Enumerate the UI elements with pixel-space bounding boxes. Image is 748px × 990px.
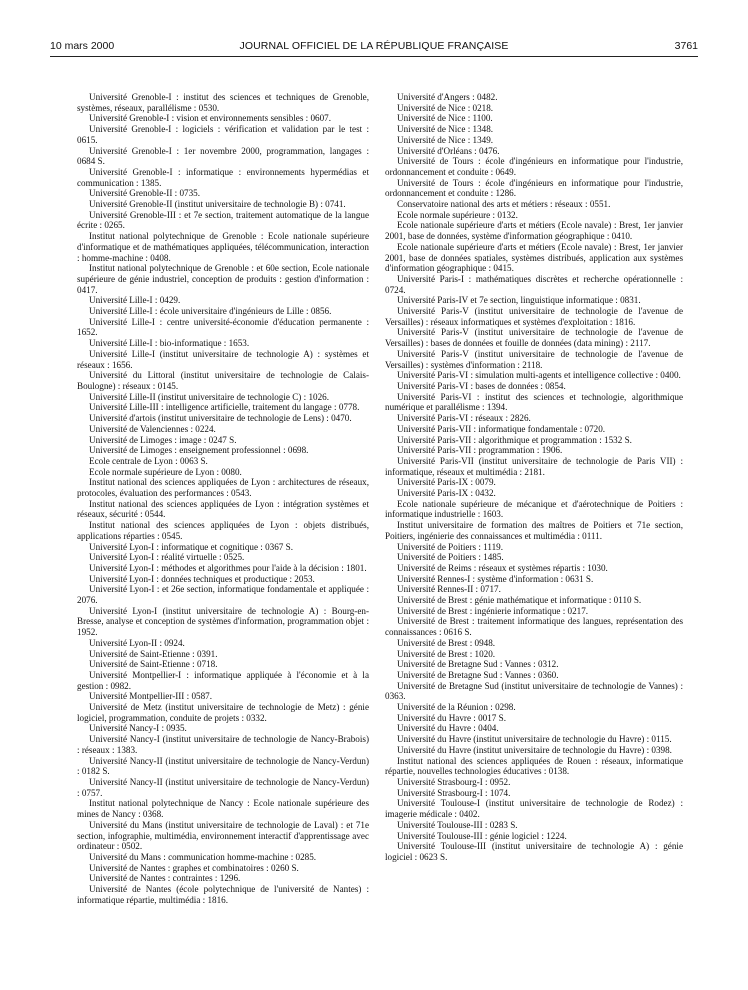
list-item: Université de Limoges : enseignement professionnel : 0698. — [89, 445, 309, 456]
list-item: Institut national des sciences appliquées de Lyon : objets distribués, applications réparties : 0545. — [77, 520, 369, 541]
list-item: Conservatoire national des arts et métiers : réseaux : 0551. — [397, 199, 611, 210]
list-item: Université Nancy-II (institut universitaire de technologie de Nancy-Verdun) : 0182 S. — [77, 755, 369, 777]
list-item: Université Paris-V (institut universitaire de technologie de l'avenue de Versailles) : réseaux informatiques et systèmes d'exploitation : 1816. — [385, 306, 683, 327]
list-item: Université d'Angers : 0482. — [397, 92, 498, 102]
list-item: Université Rennes-I : système d'information : 0631 S. — [397, 573, 594, 584]
list-item: Université Lille-I : 0429. — [89, 295, 181, 306]
list-item: Université du Havre : 0017 S. — [397, 712, 506, 723]
list-item: Université de Brest : traitement informatique des langues, représentation des connaissances : 0616 S. — [385, 616, 683, 638]
page-header — [50, 40, 698, 54]
list-item: Université Lille-I : bio-informatique : 1653. — [89, 338, 250, 349]
list-item: Ecole centrale de Lyon : 0063 S. — [89, 455, 208, 466]
list-item: Institut national polytechnique de Grenoble : Ecole nationale supérieure d'informatique et de mathématiques appliquées, télécommunication, interaction : homme-machine : 0408. — [77, 231, 369, 263]
list-item: Université Grenoble-II : 0735. — [89, 188, 200, 199]
list-item: Université Lille-I (institut universitaire de technologie A) : systèmes et réseaux : 1656. — [77, 348, 369, 370]
page-number: 3761 — [674, 40, 698, 52]
list-item: Université d'Orléans : 0476. — [397, 145, 500, 156]
list-item: Université de Nantes : graphes et combinatoires : 0260 S. — [89, 862, 299, 873]
list-item: Université Montpellier-I : informatique appliquée à l'économie et à la gestion : 0982. — [77, 669, 369, 691]
list-item: Université de Brest : ingénierie informatique : 0217. — [397, 605, 589, 616]
list-item: Ecole nationale supérieure d'arts et métiers (Ecole navale) : Brest, 1er janvier 2001, base de données, système d'information géographique : 0410. — [385, 220, 683, 242]
list-item: Université Toulouse-III : 0283 S. — [397, 819, 518, 830]
list-item: Université de Valenciennes : 0224. — [89, 423, 216, 434]
list-item: Université Lille-II (institut universitaire de technologie C) : 1026. — [89, 391, 329, 402]
list-item: Université Grenoble-I : institut des sciences et techniques de Grenoble, systèmes, réseaux, parallélisme : 0530. — [77, 92, 369, 113]
list-item: Ecole normale supérieure de Lyon : 0080. — [89, 466, 242, 477]
list-item: Ecole nationale supérieure de mécanique et d'aérotechnique de Poitiers : informatique industrielle : 1603. — [385, 498, 683, 520]
list-item: Université Paris-VI : institut des sciences et technologie, algorithmique numérique et parallélisme : 1394. — [385, 391, 683, 413]
list-item: Université Toulouse-III (institut universitaire de technologie A) : génie logiciel : 0623 S. — [385, 841, 683, 862]
list-item: Université Grenoble-I : vision et environnements sensibles : 0607. — [89, 113, 332, 124]
list-item: Institut national polytechnique de Grenoble : et 60e section, Ecole nationale supérieure de génie industriel, conception de produits : gestion d'information : 0417. — [77, 263, 369, 295]
list-item: Université Grenoble-I : logiciels : vérification et validation par le test : 0615. — [77, 124, 369, 145]
list-item: Université Paris-VII : programmation : 1906. — [397, 445, 563, 456]
list-item: Institut national des sciences appliquées de Lyon : intégration systèmes et réseaux, sécurité : 0544. — [77, 498, 369, 520]
list-item: Université de Bretagne Sud : Vannes : 0360. — [397, 669, 559, 680]
list-item: Université Strasbourg-I : 1074. — [397, 787, 511, 798]
list-item: Université de Poitiers : 1485. — [397, 552, 504, 563]
list-item: Université Paris-V (institut universitaire de technologie de l'avenue de Versailles) : systèmes d'information : 2118. — [385, 348, 683, 370]
issue-date: 10 mars 2000 — [50, 40, 115, 52]
list-item: Université Nancy-I (institut universitaire de technologie de Nancy-Brabois) : réseaux : 1383. — [77, 734, 369, 755]
list-item: Université de Reims : réseaux et systèmes répartis : 1030. — [397, 562, 608, 573]
list-item: Université Grenoble-I : informatique : environnements hypermédias et communication : 1385. — [77, 166, 369, 188]
list-item: Université Lyon-I : réalité virtuelle : 0525. — [89, 552, 245, 563]
list-item: Université d'artois (institut universitaire de technologie de Lens) : 0470. — [89, 413, 352, 424]
list-item: Université de Tours : école d'ingénieurs en informatique pour l'industrie, ordonnancement et conduite : 1286. — [385, 177, 683, 199]
list-item: Université de Poitiers : 1119. — [397, 541, 504, 552]
list-item: Université de Tours : école d'ingénieurs en informatique pour l'industrie, ordonnancement et conduite : 0649. — [385, 156, 683, 177]
list-item: Institut national des sciences appliquées de Lyon : architectures de réseaux, protocoles, évaluation des performances : 0543. — [77, 477, 369, 499]
list-item: Université Lille-III : intelligence artificielle, traitement du langage : 0778. — [89, 402, 360, 413]
list-item: Université de Nantes : contraintes : 1296. — [89, 873, 241, 884]
list-item: Institut universitaire de formation des maîtres de Poitiers et 71e section, Poitiers, ingénierie des connaissances et multimédia : 0111. — [385, 520, 683, 541]
list-item: Université Lyon-I : méthodes et algorithmes pour l'aide à la décision : 1801. — [89, 562, 367, 573]
list-item: Université de Brest : 0948. — [397, 637, 496, 648]
list-item: Université de Bretagne Sud : Vannes : 0312. — [397, 659, 559, 670]
list-item: Institut national des sciences appliquées de Rouen : réseaux, informatique répartie, nouvelles technologies éducatives : 0138. — [385, 755, 683, 777]
list-item: Université du Havre (institut universitaire de technologie du Havre) : 0398. — [397, 744, 672, 755]
journal-title: JOURNAL OFFICIEL DE LA RÉPUBLIQUE FRANÇAISE — [239, 40, 509, 52]
list-item: Université Lyon-I : données techniques et productique : 2053. — [89, 573, 315, 584]
list-item: Université du Havre : 0404. — [397, 723, 499, 734]
list-item: Université de Saint-Etienne : 0718. — [89, 659, 218, 670]
list-item: Université de Saint-Etienne : 0391. — [89, 648, 218, 659]
list-item: Université de Brest : génie mathématique et informatique : 0110 S. — [397, 595, 642, 606]
list-item: Ecole nationale supérieure d'arts et métiers (Ecole navale) : Brest, 1er janvier 2001, base de données spatiales, systèmes distribués, application aux systèmes d'information géographique : 0415. — [385, 241, 683, 274]
list-item: Université de Limoges : image : 0247 S. — [89, 434, 237, 445]
list-item: Université de Nice : 0218. — [397, 102, 494, 113]
header-rule — [50, 56, 698, 57]
list-item: Université Grenoble-III : et 7e section, traitement automatique de la langue écrite : 0265. — [77, 209, 369, 231]
list-item: Université Lyon-I (institut universitaire de technologie A) : Bourg-en-Bresse, analyse et conception de systèmes d'information, programmation objet : 1952. — [77, 605, 369, 638]
list-item: Université de Nice : 1348. — [397, 124, 494, 135]
list-item: Université Nancy-II (institut universitaire de technologie de Nancy-Verdun) : 0757. — [77, 777, 369, 798]
list-item: Université Paris-VI : bases de données : 0854. — [397, 380, 566, 391]
list-item: Université Paris-VII : informatique fondamentale : 0720. — [397, 423, 606, 434]
list-item: Université de la Réunion : 0298. — [397, 702, 516, 713]
right-column — [385, 92, 683, 863]
list-item: Université Rennes-II : 0717. — [397, 584, 501, 595]
list-item: Université Lyon-I : informatique et cognitique : 0367 S. — [89, 541, 294, 552]
list-item: Université Paris-I : mathématiques discrètes et recherche opérationnelle : 0724. — [385, 273, 683, 295]
list-item: Université de Brest : 1020. — [397, 648, 496, 659]
list-item: Université Paris-IX : 0432. — [397, 488, 496, 499]
list-item: Université du Littoral (institut universitaire de technologie de Calais-Boulogne) : réseaux : 0145. — [77, 370, 369, 391]
list-item: Université Nancy-I : 0935. — [89, 723, 187, 734]
list-item: Université Paris-IX : 0079. — [397, 477, 496, 488]
list-item: Université Strasbourg-I : 0952. — [397, 777, 511, 787]
list-item: Université du Mans : communication homme-machine : 0285. — [89, 851, 317, 862]
list-item: Université Toulouse-III : génie logiciel : 1224. — [397, 830, 567, 841]
list-item: Université Montpellier-III : 0587. — [89, 691, 212, 702]
list-item: Université Paris-V (institut universitaire de technologie de l'avenue de Versailles) : bases de données et fouille de données (data mining) : 2117. — [385, 327, 683, 349]
list-item: Institut national polytechnique de Nancy : Ecole nationale supérieure des mines de Nancy : 0368. — [77, 798, 369, 820]
list-item: Université Lyon-I : et 26e section, informatique fondamentale et appliquée : 2076. — [77, 584, 369, 606]
list-item: Université Grenoble-II (institut universitaire de technologie B) : 0741. — [89, 199, 346, 210]
list-item: Université Paris-IV et 7e section, linguistique informatique : 0831. — [397, 295, 641, 306]
list-item: Université de Nantes (école polytechnique de l'université de Nantes) : informatique répartie, multimédia : 1816. — [77, 884, 369, 905]
list-item: Université de Bretagne Sud (institut universitaire de technologie de Vannes) : 0363. — [385, 680, 683, 702]
list-item: Université de Metz (institut universitaire de technologie de Metz) : génie logiciel, programmation, conduite de projets : 0332. — [77, 702, 369, 723]
list-item: Université Grenoble-I : 1er novembre 2000, programmation, langages : 0684 S. — [77, 145, 369, 167]
list-item: Université Paris-VI : simulation multi-agents et intelligence collective : 0400. — [397, 370, 681, 381]
list-item: Université Toulouse-I (institut universitaire de technologie de Rodez) : imagerie médicale : 0402. — [385, 798, 683, 820]
list-item: Université de Nice : 1349. — [397, 134, 494, 145]
list-item: Université du Mans (institut universitaire de technologie de Laval) : et 71e section, infographie, multimédia, environnement interactif d'apprentissage avec ordinateur : 0502. — [77, 819, 369, 852]
list-item: Ecole normale supérieure : 0132. — [397, 209, 518, 220]
list-item: Université Paris-VII (institut universitaire de technologie de Paris VII) : informatique, réseaux et multimédia : 2181. — [385, 455, 683, 477]
list-item: Université Paris-VII : algorithmique et programmation : 1532 S. — [397, 434, 632, 445]
list-item: Université du Havre (institut universitaire de technologie du Havre) : 0115. — [397, 734, 672, 745]
list-item: Université Lille-I : centre université-économie d'éducation permanente : 1652. — [77, 316, 369, 338]
list-item: Université Paris-VI : réseaux : 2826. — [397, 413, 531, 424]
list-item: Université Lyon-II : 0924. — [89, 637, 185, 648]
list-item: Université de Nice : 1100. — [397, 113, 493, 124]
list-item: Université Lille-I : école universitaire d'ingénieurs de Lille : 0856. — [89, 306, 332, 317]
left-column — [77, 92, 369, 905]
